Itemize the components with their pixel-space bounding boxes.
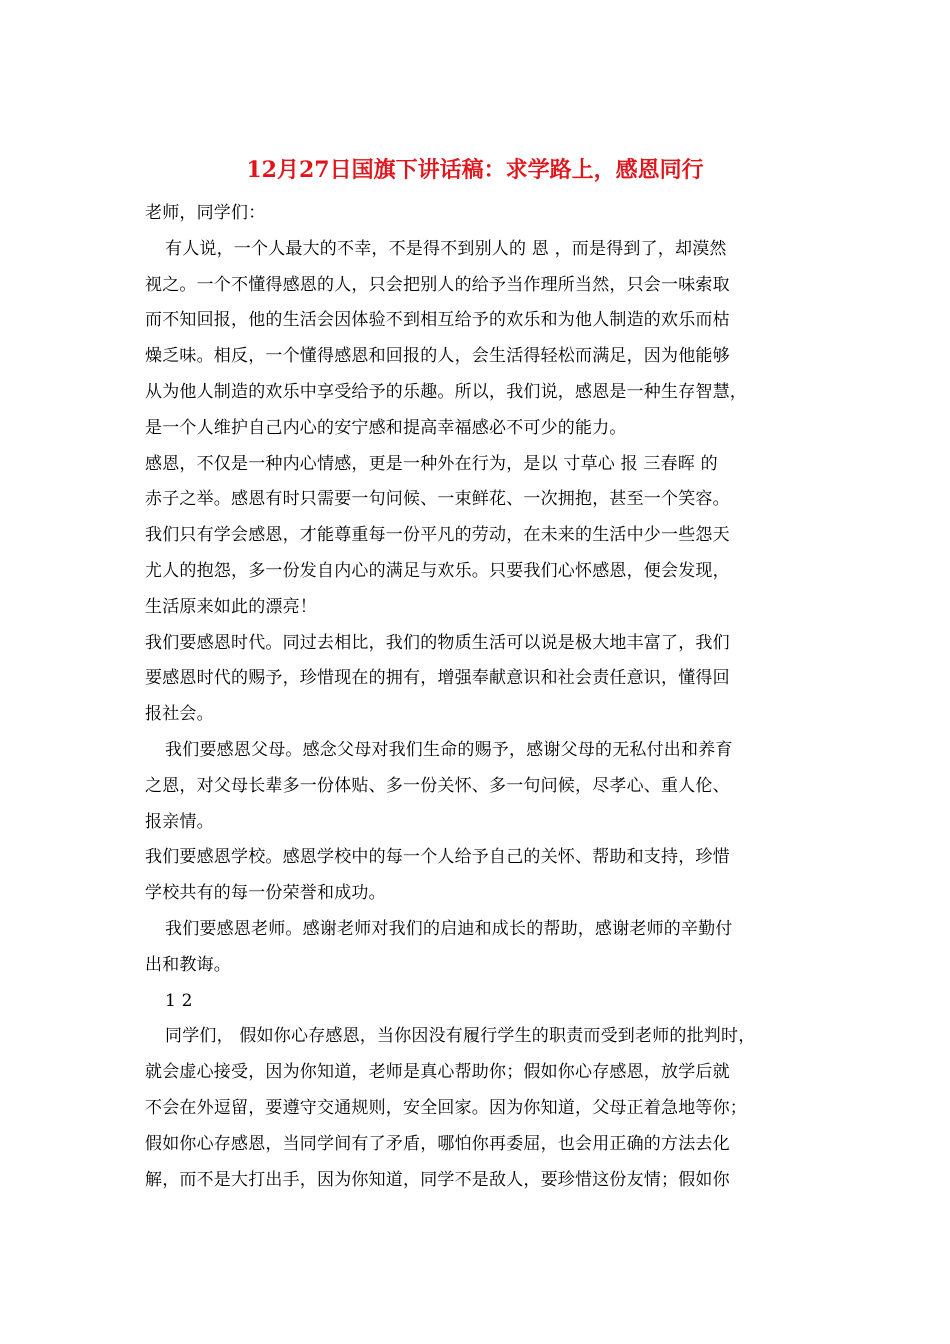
text-line: 报亲情。 — [145, 811, 214, 832]
text-line: 尤人的抱怨，多一份发自内心的满足与欢乐。只要我们心怀感恩，便会发现， — [145, 560, 730, 581]
text-line: 学校共有的每一份荣誉和成功。 — [145, 883, 386, 904]
text-line: 之恩，对父母长辈多一份体贴、多一份关怀、多一句问候，尽孝心、重人伦、 — [145, 775, 730, 796]
text-line: 我们要感恩父母。感念父母对我们生命的赐予，感谢父母的无私付出和养育 — [165, 739, 733, 760]
text-line: 是一个人维护自己内心的安宁感和提高幸福感必不可少的能力。 — [145, 417, 627, 438]
page-title: 12月27日国旗下讲话稿：求学路上，感恩同行 — [246, 157, 704, 183]
text-line: 有人说，一个人最大的不幸，不是得不到别人的 恩 ，而是得到了，却漠然 — [165, 238, 727, 259]
text-line: 我们要感恩学校。感恩学校中的每一个人给予自己的关怀、帮助和支持，珍惜 — [145, 847, 730, 868]
text-line: 生活原来如此的漂亮！ — [145, 596, 317, 617]
text-line: 报社会。 — [145, 704, 214, 725]
text-line: 赤子之举。感恩有时只需要一句问候、一束鲜花、一次拥抱，甚至一个笑容。 — [145, 489, 730, 510]
text-line: 同学们， 假如你心存感恩，当你因没有履行学生的职责而受到老师的批判时， — [165, 1026, 756, 1047]
text-line: 要感恩时代的赐予，珍惜现在的拥有，增强奉献意识和社会责任意识，懂得回 — [145, 668, 730, 689]
text-line: 燥乏味。相反，一个懂得感恩和回报的人，会生活得轻松而满足，因为他能够 — [145, 346, 730, 367]
text-line: 我们要感恩时代。同过去相比，我们的物质生活可以说是极大地丰富了，我们 — [145, 632, 730, 653]
text-line: 不会在外逗留，要遵守交通规则，安全回家。因为你知道，父母正着急地等你； — [145, 1097, 747, 1118]
page-number: 1 2 — [165, 990, 193, 1011]
text-line: 老师，同学们： — [145, 203, 266, 223]
text-line: 解，而不是大打出手，因为你知道，同学不是敌人，要珍惜这份友情；假如你 — [145, 1169, 730, 1190]
text-line: 而不知回报，他的生活会因体验不到相互给予的欢乐和为他人制造的欢乐而枯 — [145, 310, 730, 331]
text-line: 出和教诲。 — [145, 954, 231, 975]
text-line: 感恩，不仅是一种内心情感，更是一种外在行为，是以 寸草心 报 三春晖 的 — [145, 453, 718, 474]
text-line: 假如你心存感恩，当同学间有了矛盾，哪怕你再委屈，也会用正确的方法去化 — [145, 1133, 730, 1154]
text-line: 就会虚心接受，因为你知道，老师是真心帮助你；假如你心存感恩，放学后就 — [145, 1062, 730, 1083]
text-line: 从为他人制造的欢乐中享受给予的乐趣。所以，我们说，感恩是一种生存智慧， — [145, 381, 747, 402]
text-line: 我们要感恩老师。感谢老师对我们的启迪和成长的帮助，感谢老师的辛勤付 — [165, 918, 733, 939]
document-body — [145, 196, 815, 1198]
text-line: 视之。一个不懂得感恩的人，只会把别人的给予当作理所当然，只会一味索取 — [145, 274, 730, 295]
text-line: 我们只有学会感恩，才能尊重每一份平凡的劳动，在未来的生活中少一些怨天 — [145, 525, 730, 546]
